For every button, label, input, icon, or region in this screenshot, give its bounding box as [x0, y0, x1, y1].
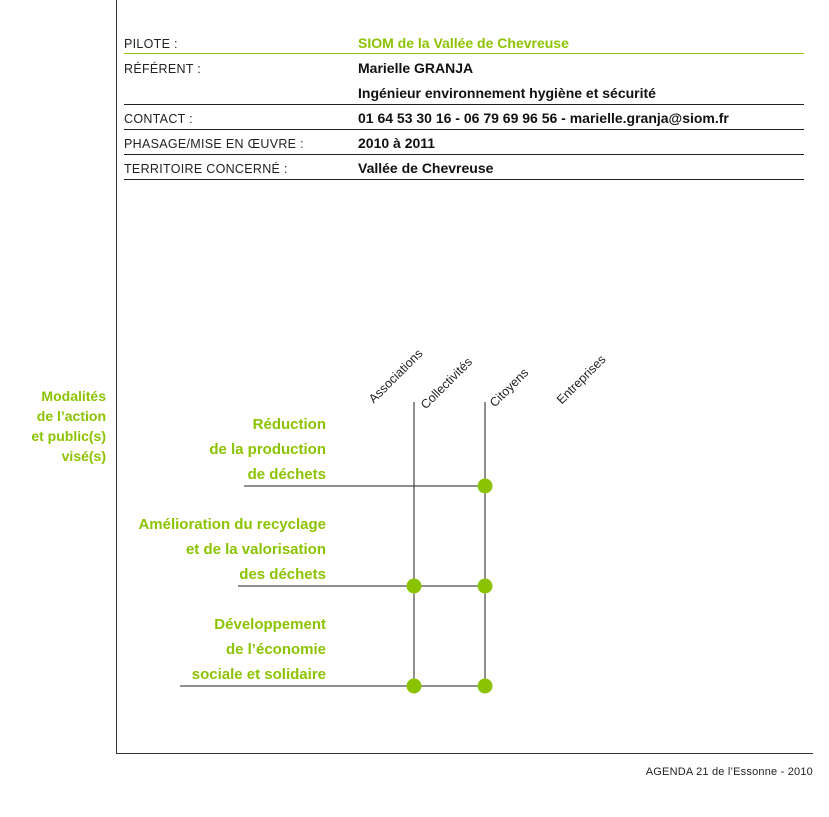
row-label-line: Développement	[214, 616, 326, 633]
row-label-line: Amélioration du recyclage	[138, 516, 326, 533]
modalites-title-line: et public(s)	[31, 428, 106, 444]
pilote-label: PILOTE :	[124, 37, 178, 51]
column-label-collectivites: Collectivités	[418, 354, 476, 412]
territoire-value: Vallée de Chevreuse	[358, 160, 494, 176]
matrix-dot	[407, 679, 422, 694]
matrix-dot	[478, 579, 493, 594]
phasage-label: PHASAGE/MISE EN ŒUVRE :	[124, 137, 304, 151]
row-label-line: sociale et solidaire	[191, 666, 326, 683]
column-label-citoyens: Citoyens	[487, 365, 532, 410]
row-label-line: et de la valorisation	[185, 541, 326, 558]
matrix-dot	[478, 479, 493, 494]
contact-value: 01 64 53 30 16 - 06 79 69 96 56 - marielle.granja@siom.fr	[358, 110, 729, 126]
referent-name: Marielle GRANJA	[358, 60, 474, 76]
referent-label: RÉFÉRENT :	[124, 62, 202, 76]
footer-text: AGENDA 21 de l’Essonne - 2010	[645, 766, 813, 778]
contact-label: CONTACT :	[124, 112, 193, 126]
territoire-label: TERRITOIRE CONCERNÉ :	[124, 162, 288, 176]
modalites-title-line: Modalités	[41, 388, 106, 404]
row-label-line: de la production	[209, 441, 326, 458]
modalites-title-line: de l’action	[36, 408, 106, 424]
column-label-associations: Associations	[366, 346, 426, 406]
matrix-dot	[407, 579, 422, 594]
pilote-value: SIOM de la Vallée de Chevreuse	[358, 35, 569, 51]
modalites-title-line: visé(s)	[61, 448, 106, 464]
row-label-line: de l’économie	[225, 641, 326, 658]
matrix-dot	[478, 679, 493, 694]
phasage-value: 2010 à 2011	[358, 135, 436, 151]
row-label-line: des déchets	[239, 566, 326, 583]
referent-title: Ingénieur environnement hygiène et sécurité	[358, 85, 656, 101]
column-label-entreprises: Entreprises	[554, 352, 609, 407]
row-label-line: de déchets	[247, 466, 326, 483]
row-label-line: Réduction	[252, 416, 326, 433]
